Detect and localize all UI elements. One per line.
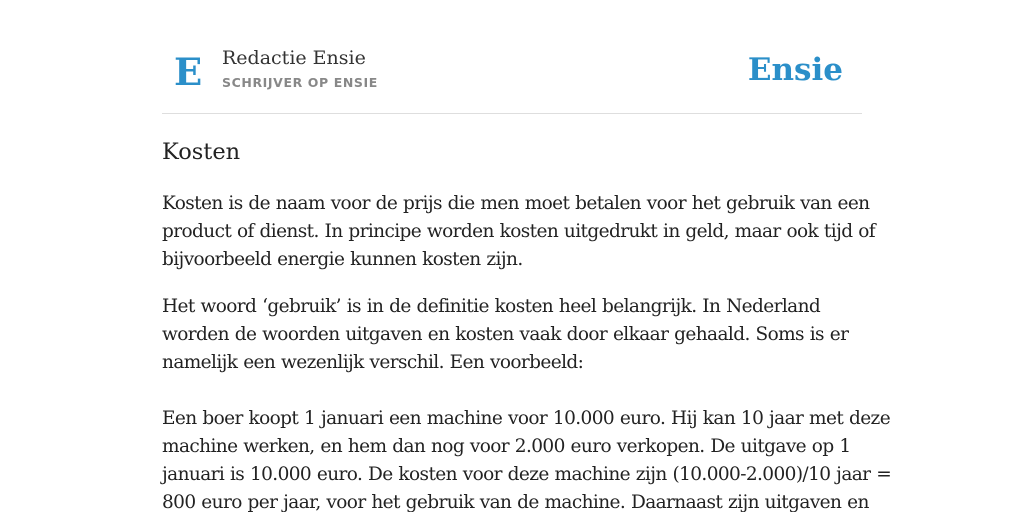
author-name[interactable]: Redactie Ensie [222, 47, 366, 69]
text-line: bijvoorbeeld energie kunnen kosten zijn. [162, 249, 523, 270]
text-line: namelijk een wezenlijk verschil. Een voorbeeld: [162, 352, 584, 373]
article-title: Kosten [162, 139, 241, 165]
text-line: product of dienst. In principe worden kosten uitgedrukt in geld, maar ook tijd of [162, 221, 876, 242]
text-line: Het woord ‘gebruik’ is in de definitie kosten heel belangrijk. In Nederland [162, 296, 821, 317]
text-line: Kosten is de naam voor de prijs die men moet betalen voor het gebruik van een [162, 193, 870, 214]
article-page [162, 0, 892, 512]
text-line: 800 euro per jaar, voor het gebruik van de machine. Daarnaast zijn uitgaven en [162, 492, 869, 512]
author-role: SCHRIJVER OP ENSIE [222, 75, 378, 90]
line-break [162, 377, 862, 405]
paragraph [162, 190, 876, 274]
header-divider [162, 113, 862, 114]
text-line: machine werken, en hem dan nog voor 2.000 euro verkopen. De uitgave op 1 [162, 436, 851, 457]
text-line: worden de woorden uitgaven en kosten vaak door elkaar gehaald. Soms is er [162, 324, 849, 345]
article-body [162, 190, 892, 512]
text-line: januari is 10.000 euro. De kosten voor deze machine zijn (10.000-2.000)/10 jaar = [162, 464, 892, 485]
article-header [162, 44, 862, 100]
paragraph [162, 293, 892, 512]
brand-logo[interactable]: Ensie [747, 52, 843, 88]
text-line: Een boer koopt 1 januari een machine voor 10.000 euro. Hij kan 10 jaar met deze [162, 408, 891, 429]
author-avatar[interactable]: E [174, 50, 203, 94]
